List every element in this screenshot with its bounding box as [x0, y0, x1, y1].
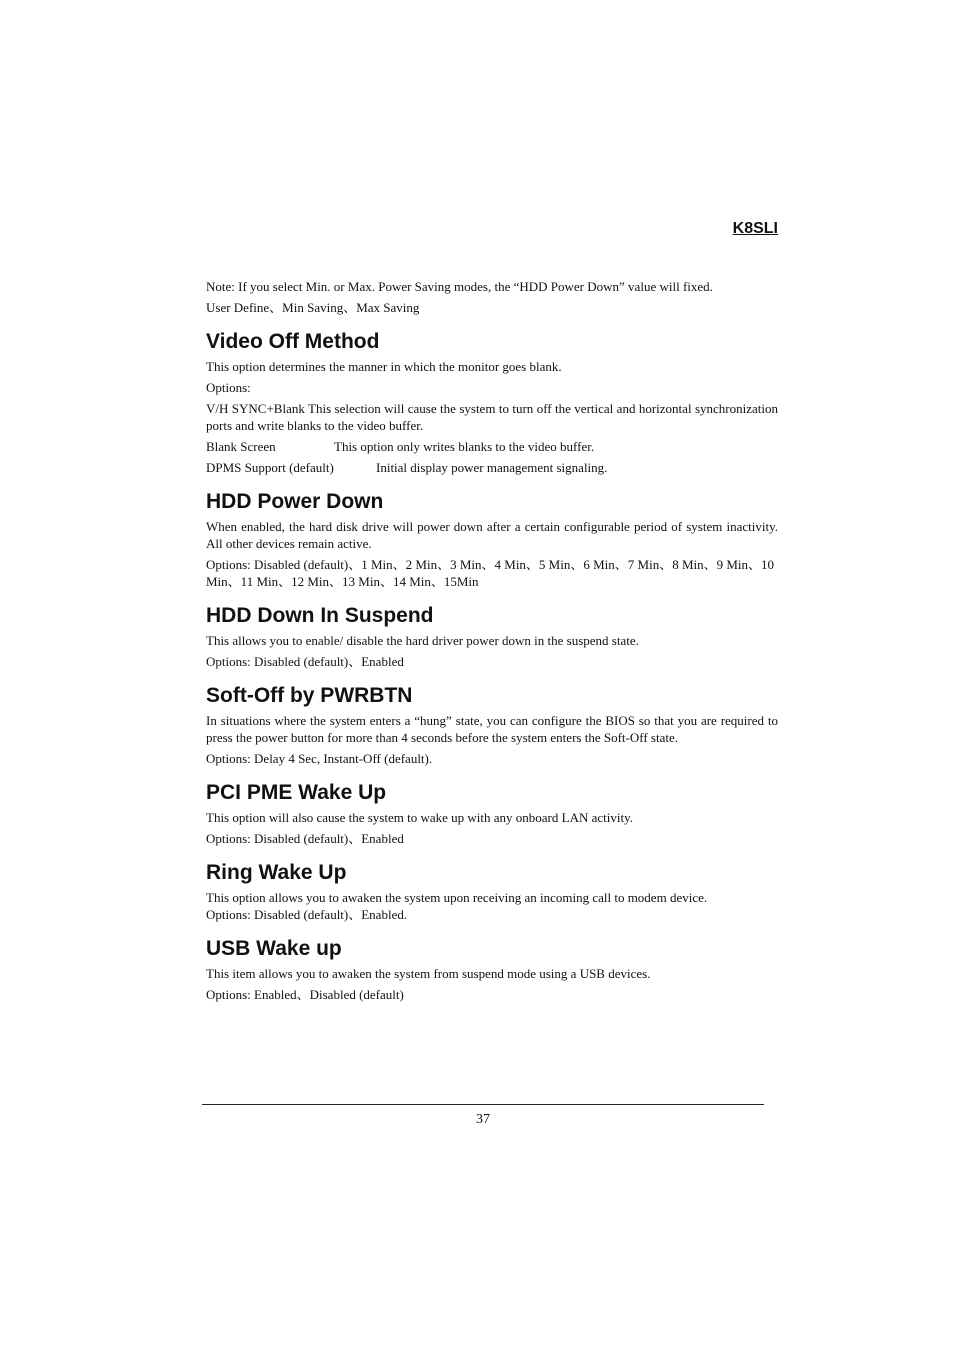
video-off-heading: Video Off Method — [206, 330, 380, 353]
footer-divider — [202, 1104, 764, 1105]
blank-screen-desc: This option only writes blanks to the video buffer. — [334, 439, 595, 454]
video-off-dpms-row — [206, 459, 778, 476]
hdd-down-suspend-options: Options: Disabled (default)、Enabled — [206, 654, 404, 669]
usb-wake-desc: This item allows you to awaken the system from suspend mode using a USB devices. — [206, 966, 651, 981]
video-off-vh-sync: V/H SYNC+Blank This selection will cause the system to turn off the vertical and horizontal synchronization ports and write blanks to the video buffer. — [206, 401, 778, 433]
soft-off-options: Options: Delay 4 Sec, Instant-Off (default). — [206, 751, 433, 766]
dpms-label: DPMS Support (default) — [206, 460, 334, 475]
soft-off-heading: Soft-Off by PWRBTN — [206, 684, 413, 707]
video-off-options-label: Options: — [206, 380, 251, 395]
intro-note: Note: If you select Min. or Max. Power Saving modes, the “HDD Power Down” value will fixed. — [206, 279, 713, 294]
page-header-title: K8SLI — [732, 220, 778, 237]
dpms-desc: Initial display power management signaling. — [376, 460, 608, 475]
intro-options: User Define、Min Saving、Max Saving — [206, 300, 420, 315]
blank-screen-label: Blank Screen — [206, 439, 276, 454]
hdd-down-suspend-heading: HDD Down In Suspend — [206, 604, 434, 627]
page-content — [206, 278, 778, 1007]
ring-wake-options: Options: Disabled (default)、Enabled. — [206, 907, 408, 922]
pci-pme-options: Options: Disabled (default)、Enabled — [206, 831, 404, 846]
page-number: 37 — [476, 1112, 490, 1127]
ring-wake-desc: This option allows you to awaken the system upon receiving an incoming call to modem device. — [206, 890, 708, 905]
hdd-power-down-heading: HDD Power Down — [206, 490, 384, 513]
hdd-down-suspend-desc: This allows you to enable/ disable the hard driver power down in the suspend state. — [206, 633, 639, 648]
video-off-blank-row — [206, 438, 778, 455]
usb-wake-heading: USB Wake up — [206, 937, 342, 960]
hdd-power-down-desc: When enabled, the hard disk drive will power down after a certain configurable period of system inactivity. All other devices remain active. — [206, 519, 778, 551]
pci-pme-desc: This option will also cause the system to wake up with any onboard LAN activity. — [206, 810, 633, 825]
pci-pme-heading: PCI PME Wake Up — [206, 781, 387, 804]
video-off-desc: This option determines the manner in which the monitor goes blank. — [206, 359, 562, 374]
ring-wake-heading: Ring Wake Up — [206, 861, 347, 884]
usb-wake-options: Options: Enabled、Disabled (default) — [206, 987, 404, 1002]
soft-off-desc: In situations where the system enters a “hung” state, you can configure the BIOS so that you are required to press the power button for more than 4 seconds before the system enters the Soft-Off state. — [206, 713, 778, 745]
hdd-power-down-options: Options: Disabled (default)、1 Min、2 Min、3 Min、4 Min、5 Min、6 Min、7 Min、8 Min、9 Min、10 Min、11 Min、12 Min、13 Min、14 Min、15Min — [206, 557, 775, 589]
